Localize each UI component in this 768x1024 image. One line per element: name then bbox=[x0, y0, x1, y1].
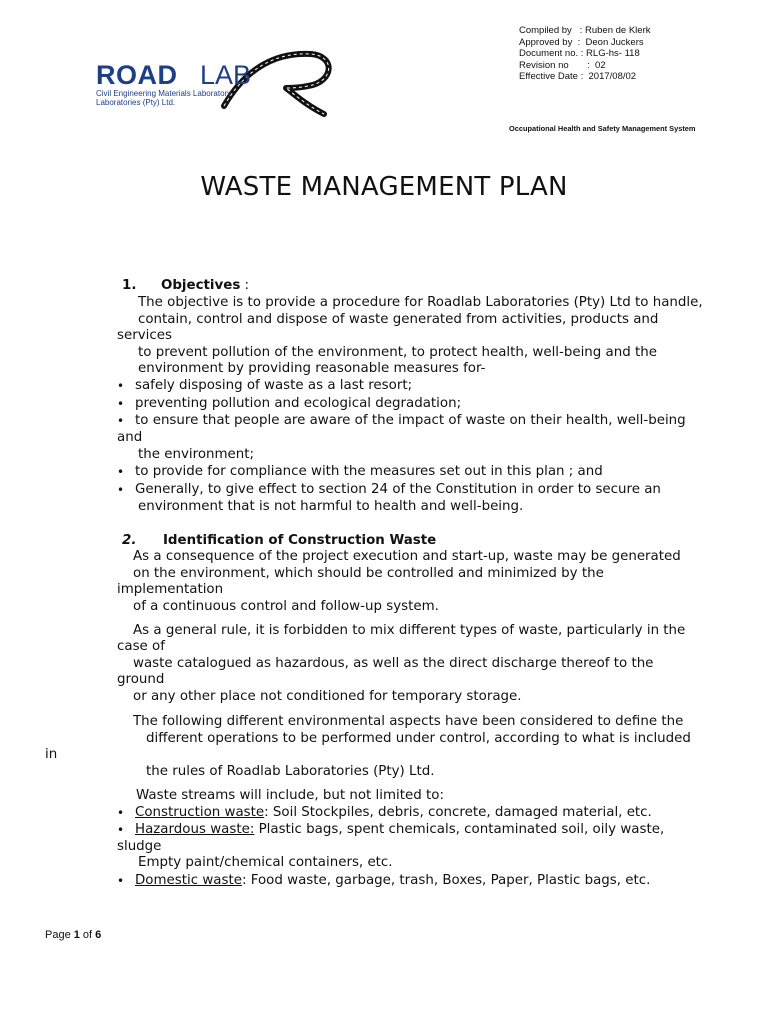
section2-para2-line: ground bbox=[117, 672, 165, 687]
bullet-icon: • bbox=[117, 414, 125, 428]
effective-date: Effective Date : 2017/08/02 bbox=[519, 71, 637, 83]
bullet-icon: • bbox=[117, 397, 125, 411]
page-number bbox=[45, 929, 101, 941]
section2-para3-line: in bbox=[45, 747, 58, 762]
objective-bullet: preventing pollution and ecological degradation; bbox=[135, 396, 462, 411]
section2-para1-line: implementation bbox=[117, 582, 224, 597]
waste-stream-label: Construction waste bbox=[135, 805, 265, 820]
section2-para3-line: the rules of Roadlab Laboratories (Pty) Ltd. bbox=[146, 764, 435, 779]
section2-heading bbox=[122, 533, 436, 549]
page-title: WASTE MANAGEMENT PLAN bbox=[200, 172, 568, 202]
bullet-icon: • bbox=[117, 806, 125, 820]
section1-line: to prevent pollution of the environment, to protect health, well-being and the bbox=[138, 345, 657, 360]
section1-number: 1. bbox=[122, 278, 137, 293]
page-current: 1 bbox=[73, 929, 80, 941]
bullet-icon: • bbox=[117, 823, 125, 837]
section2-para2-line: or any other place not conditioned for temporary storage. bbox=[133, 689, 522, 704]
waste-stream-label: Hazardous waste: bbox=[135, 822, 255, 837]
section2-para1-line: As a consequence of the project execution and start-up, waste may be generated bbox=[133, 549, 681, 564]
page-word: Page bbox=[45, 929, 74, 941]
section2-para2-line: case of bbox=[117, 639, 165, 654]
objective-bullet-wrap: the environment; bbox=[138, 447, 255, 462]
bullet-icon: • bbox=[117, 379, 125, 393]
logo-tagline-line2: Laboratories (Pty) Ltd. bbox=[96, 98, 176, 107]
objective-bullet: to ensure that people are aware of the impact of waste on their health, well-being bbox=[135, 413, 686, 428]
waste-stream-text: Plastic bags, spent chemicals, contaminated soil, oily waste, bbox=[254, 822, 665, 837]
waste-stream-item bbox=[135, 822, 664, 838]
logo-road-text: ROAD bbox=[96, 60, 178, 90]
section1-title-suffix: : bbox=[240, 278, 250, 293]
logo-lab-text: LAB bbox=[200, 60, 252, 90]
waste-stream-text: : Food waste, garbage, trash, Boxes, Paper, Plastic bags, etc. bbox=[241, 873, 651, 888]
system-name: Occupational Health and Safety Management System bbox=[509, 124, 696, 133]
waste-stream-item bbox=[135, 805, 652, 821]
page-of: of bbox=[79, 929, 96, 941]
revision-number: Revision no : 02 bbox=[519, 59, 606, 71]
objective-bullet: to provide for compliance with the measures set out in this plan ; and bbox=[135, 464, 603, 479]
section2-para3-line: different operations to be performed under control, according to what is included bbox=[146, 731, 691, 746]
section2-para1-line: of a continuous control and follow-up system. bbox=[133, 599, 439, 614]
waste-stream-wrap: Empty paint/chemical containers, etc. bbox=[138, 855, 393, 870]
objective-bullet-wrap: environment that is not harmful to health and well-being. bbox=[138, 499, 524, 514]
section2-para2-line: As a general rule, it is forbidden to mix different types of waste, particularly in the bbox=[133, 623, 686, 638]
document-control-block bbox=[519, 25, 650, 83]
waste-streams-intro: Waste streams will include, but not limited to: bbox=[136, 788, 444, 803]
section2-para1-line: on the environment, which should be controlled and minimized by the bbox=[133, 566, 604, 581]
section1-line: environment by providing reasonable measures for- bbox=[138, 361, 486, 376]
section2-number: 2. bbox=[122, 533, 137, 548]
section1-title: Objectives bbox=[160, 278, 241, 293]
section2-para3-line: The following different environmental aspects have been considered to define the bbox=[133, 714, 684, 729]
waste-stream-label: Domestic waste bbox=[135, 873, 242, 888]
objective-bullet: Generally, to give effect to section 24 of the Constitution in order to secure an bbox=[135, 482, 661, 497]
section1-line: contain, control and dispose of waste generated from activities, products and bbox=[138, 312, 659, 327]
page-total: 6 bbox=[95, 929, 102, 941]
section1-line: The objective is to provide a procedure for Roadlab Laboratories (Pty) Ltd to handle, bbox=[138, 295, 703, 310]
section2-para2-line: waste catalogued as hazardous, as well as the direct discharge thereof to the bbox=[133, 656, 654, 671]
roadlab-logo bbox=[96, 48, 336, 118]
waste-stream-item bbox=[135, 873, 650, 889]
bullet-icon: • bbox=[117, 483, 125, 497]
objective-bullet: safely disposing of waste as a last resort; bbox=[135, 378, 413, 393]
logo-tagline-line1: Civil Engineering Materials Laboratory bbox=[96, 89, 232, 98]
section2-title: Identification of Construction Waste bbox=[162, 533, 437, 548]
approved-by: Approved by : Deon Juckers bbox=[519, 36, 644, 48]
section1-line: services bbox=[117, 328, 172, 343]
compiled-by: Compiled by : Ruben de Klerk bbox=[519, 25, 651, 36]
objective-bullet-wrap: and bbox=[117, 430, 143, 445]
section1-heading bbox=[122, 278, 249, 294]
bullet-icon: • bbox=[117, 465, 125, 479]
waste-stream-wrap: sludge bbox=[117, 839, 162, 854]
waste-stream-text: : Soil Stockpiles, debris, concrete, damaged material, etc. bbox=[264, 805, 652, 820]
document-number: Document no. : RLG-hs- 118 bbox=[519, 48, 640, 60]
bullet-icon: • bbox=[117, 874, 125, 888]
logo-tagline bbox=[96, 89, 231, 107]
